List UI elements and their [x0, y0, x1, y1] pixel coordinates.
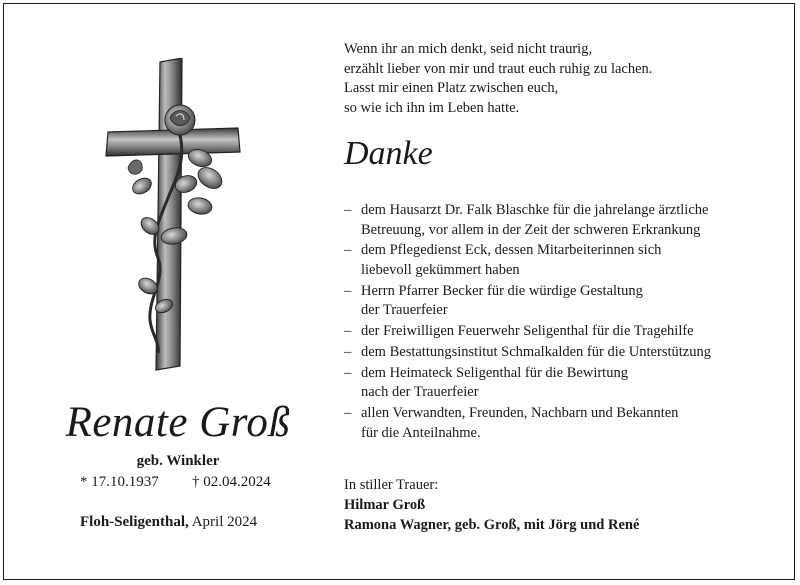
thanks-heading: Danke	[344, 135, 433, 172]
death-date: † 02.04.2024	[192, 474, 271, 490]
list-item	[344, 364, 784, 403]
dash: –	[344, 323, 352, 340]
thanks-line: der Freiwilligen Feuerwehr Seligenthal für die Tragehilfe	[361, 323, 694, 340]
mourners-block	[344, 475, 639, 535]
notice-month: April 2024	[191, 514, 258, 530]
deceased-name: Renate Groß	[65, 399, 291, 446]
poem-line: Wenn ihr an mich denkt, seid nicht traurig,	[344, 41, 593, 57]
dash: –	[344, 343, 352, 360]
cross-with-rose-image	[88, 58, 248, 376]
mourner-name: Hilmar Groß	[344, 497, 426, 513]
thanks-line: dem Hausarzt Dr. Falk Blaschke für die jahrelange ärztliche	[361, 202, 709, 218]
dash: –	[344, 202, 352, 218]
place-and-date	[80, 514, 257, 531]
birth-name: geb. Winkler	[136, 453, 220, 469]
poem-line: erzählt lieber von mir und traut euch ruhig zu lachen.	[344, 60, 653, 77]
list-item	[344, 201, 784, 240]
list-item	[344, 404, 784, 443]
birth-date: * 17.10.1937	[80, 474, 159, 490]
list-item	[344, 343, 784, 363]
thanks-line: allen Verwandten, Freunden, Nachbarn und Bekannten	[361, 405, 679, 422]
mourner-name: Ramona Wagner, geb. Groß, mit Jörg und René	[344, 517, 640, 533]
list-item	[344, 282, 784, 321]
thanks-line: liebevoll gekümmert haben	[361, 261, 520, 278]
thanks-line: Betreuung, vor allem in der Zeit der schweren Erkrankung	[361, 221, 701, 238]
place-name: Floh-Seligenthal,	[80, 514, 189, 530]
thanks-line: dem Pflegedienst Eck, dessen Mitarbeiterinnen sich	[361, 242, 662, 259]
dash: –	[344, 364, 352, 381]
thanks-line: dem Heimateck Seligenthal für die Bewirtung	[361, 364, 628, 381]
mourners-intro: In stiller Trauer:	[344, 477, 439, 493]
dash: –	[344, 242, 352, 259]
thanks-line: dem Bestattungsinstitut Schmalkalden für die Unterstützung	[361, 343, 711, 360]
list-item	[344, 322, 784, 342]
poem-line: so wie ich ihn im Leben hatte.	[344, 99, 520, 116]
cross-icon	[88, 58, 248, 376]
thanks-line: der Trauerfeier	[361, 302, 448, 319]
list-item	[344, 241, 784, 280]
poem	[344, 40, 652, 118]
thanks-line: für die Anteilnahme.	[361, 424, 481, 441]
thanks-list	[344, 201, 784, 444]
thanks-line: nach der Trauerfeier	[361, 384, 479, 401]
rose-icon	[165, 105, 195, 135]
poem-line: Lasst mir einen Platz zwischen euch,	[344, 80, 559, 96]
dash: –	[344, 282, 352, 299]
dash: –	[344, 405, 352, 422]
thanks-line: Herrn Pfarrer Becker für die würdige Gestaltung	[361, 282, 643, 299]
